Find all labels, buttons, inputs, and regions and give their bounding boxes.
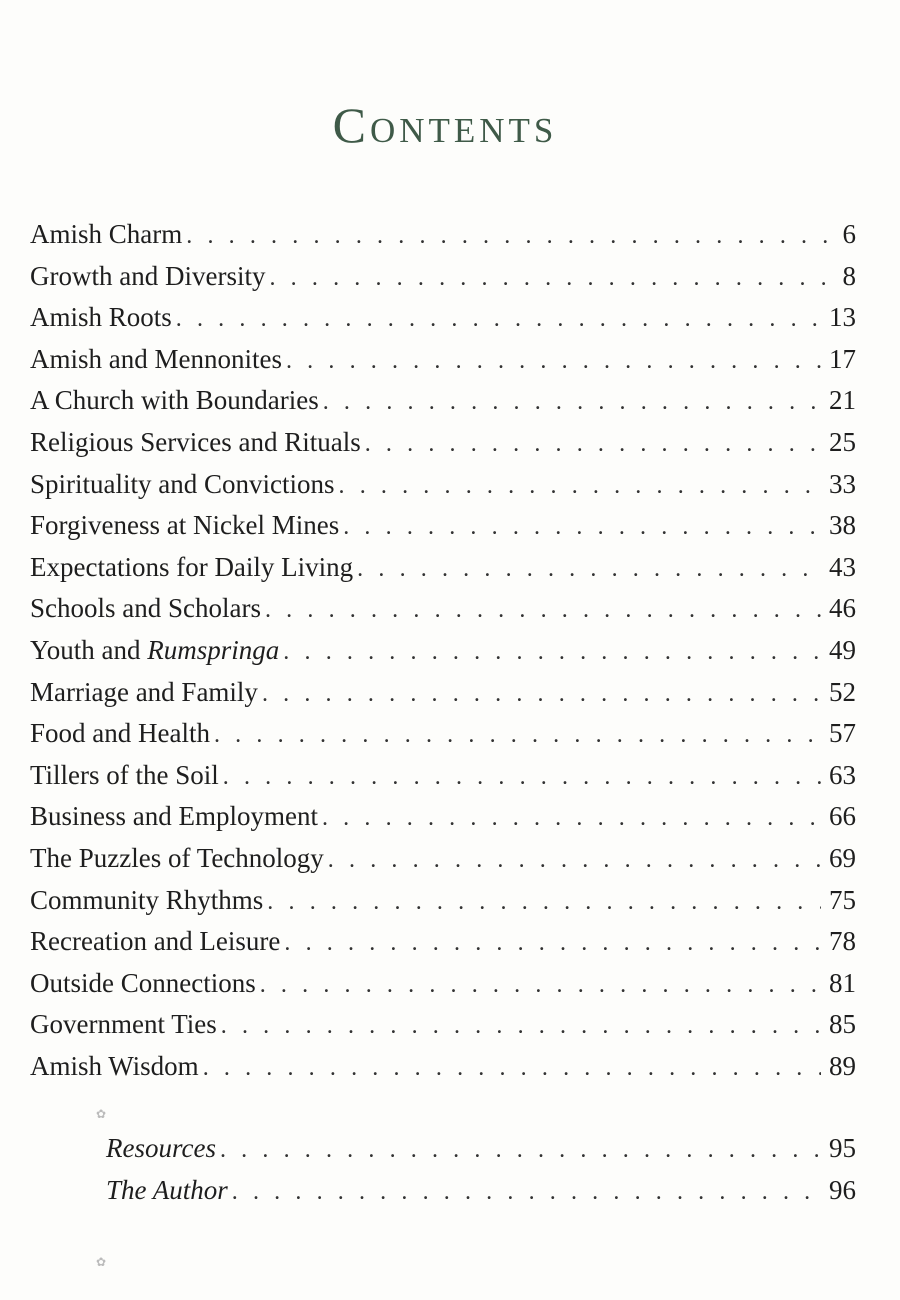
toc-entry-label: Resources <box>106 1133 216 1163</box>
flower-ornament-icon: ✿ <box>96 1107 107 1121</box>
toc-entry-label: Schools and Scholars <box>30 593 261 624</box>
dot-leader <box>283 632 821 674</box>
toc-entry-label: Outside Connections <box>30 967 256 998</box>
toc-entry[interactable] <box>106 1128 856 1170</box>
dot-leader <box>265 590 821 632</box>
toc-entry-label: Expectations for Daily Living <box>30 551 354 582</box>
toc-entry[interactable] <box>30 505 856 547</box>
toc-entry-label-prefix: Youth and <box>30 634 148 665</box>
toc-entry[interactable] <box>30 963 856 1005</box>
toc-entry-label: Business and Employment <box>30 801 318 832</box>
toc-entry-page: 6 <box>842 219 856 249</box>
toc-entry[interactable] <box>106 1170 856 1212</box>
dot-leader <box>323 382 821 424</box>
toc-entry-page: 33 <box>829 468 856 499</box>
toc-entry[interactable] <box>30 214 856 256</box>
toc-entry-page: 95 <box>829 1133 856 1163</box>
toc-entry[interactable] <box>30 1004 856 1046</box>
toc-entry[interactable] <box>30 588 856 630</box>
toc-entry[interactable] <box>30 755 856 797</box>
toc-entry[interactable] <box>30 921 856 963</box>
dot-leader <box>343 507 821 549</box>
dot-leader <box>260 965 821 1007</box>
toc-entry-page: 78 <box>829 926 856 957</box>
toc-entry-page: 25 <box>829 426 856 457</box>
dot-leader <box>214 715 821 757</box>
dot-leader <box>284 923 821 965</box>
dot-leader <box>267 882 821 924</box>
toc-entry[interactable] <box>30 380 856 422</box>
toc-entry-label: Food and Health <box>30 718 210 749</box>
toc-entry-label: Amish and Mennonites <box>30 343 282 374</box>
toc-entry-page: 96 <box>829 1174 856 1205</box>
dot-leader <box>286 341 821 383</box>
toc-entry-label: Recreation and Leisure <box>30 926 281 957</box>
flower-ornament-icon: ✿ <box>96 1255 107 1269</box>
dot-leader <box>322 798 821 840</box>
toc-entry-label: Tillers of the Soil <box>30 759 219 790</box>
toc-entry[interactable] <box>30 672 856 714</box>
dot-leader <box>328 840 821 882</box>
toc-entry-page: 13 <box>829 302 856 333</box>
toc-entry[interactable] <box>30 630 856 672</box>
toc-entry-label: Amish Charm <box>30 219 183 249</box>
dot-leader <box>186 216 834 258</box>
toc-entry-label: The Puzzles of Technology <box>30 842 324 873</box>
toc-entry[interactable] <box>30 713 856 755</box>
toc-entry-page: 46 <box>829 593 856 624</box>
toc-entry-page: 8 <box>842 260 856 291</box>
toc-entry-page: 43 <box>829 551 856 582</box>
toc-entry[interactable] <box>30 796 856 838</box>
dot-leader <box>176 299 821 341</box>
page-title: Contents <box>332 97 558 153</box>
toc-entry-page: 85 <box>829 1009 856 1040</box>
toc-entry[interactable] <box>30 547 856 589</box>
back-matter-list <box>106 1128 856 1211</box>
toc-entry-label: Forgiveness at Nickel Mines <box>30 510 340 541</box>
toc-entry[interactable] <box>30 838 856 880</box>
toc-entry-page: 75 <box>829 884 856 915</box>
toc-entry[interactable] <box>30 1046 856 1088</box>
toc-entry-page: 38 <box>829 510 856 541</box>
toc-entry-page: 17 <box>829 343 856 374</box>
toc-entry-label: Marriage and Family <box>30 676 258 707</box>
toc-entry-label: Spirituality and Convictions <box>30 468 335 499</box>
toc-entry-page: 63 <box>829 759 856 790</box>
toc-entry-page: 89 <box>829 1050 856 1081</box>
toc-entry-page: 69 <box>829 842 856 873</box>
dot-leader <box>223 757 821 799</box>
dot-leader <box>232 1172 821 1214</box>
toc-entry[interactable] <box>30 880 856 922</box>
toc-entry-page: 81 <box>829 967 856 998</box>
toc-entry-label: Amish Roots <box>30 302 172 333</box>
toc-entry-label: Growth and Diversity <box>30 260 266 291</box>
toc-entry[interactable] <box>30 256 856 298</box>
toc-entry[interactable] <box>30 297 856 339</box>
toc-entry-label-italic: Rumspringa <box>147 634 280 665</box>
toc-entry-label: Amish Wisdom <box>30 1050 199 1081</box>
toc-entry-label: The Author <box>106 1174 228 1205</box>
toc-entry-label: A Church with Boundaries <box>30 385 319 416</box>
toc-entry-label: Religious Services and Rituals <box>30 426 361 457</box>
toc-entry-page: 57 <box>829 718 856 749</box>
toc-entry-label: Government Ties <box>30 1009 217 1040</box>
toc-entry-page: 49 <box>829 634 856 665</box>
toc-entry[interactable] <box>30 422 856 464</box>
toc-entry[interactable] <box>30 339 856 381</box>
dot-leader <box>203 1048 821 1090</box>
toc-entry-page: 66 <box>829 801 856 832</box>
toc-entry-label <box>30 630 279 672</box>
toc-entry[interactable] <box>30 464 856 506</box>
dot-leader <box>339 466 822 508</box>
dot-leader <box>220 1130 821 1172</box>
dot-leader <box>221 1006 821 1048</box>
toc-entry-page: 21 <box>829 385 856 416</box>
toc-entry-page: 52 <box>829 676 856 707</box>
table-of-contents <box>30 214 856 1087</box>
dot-leader <box>269 258 834 300</box>
dot-leader <box>357 549 821 591</box>
toc-entry-label: Community Rhythms <box>30 884 264 915</box>
dot-leader <box>262 674 821 716</box>
dot-leader <box>365 424 821 466</box>
